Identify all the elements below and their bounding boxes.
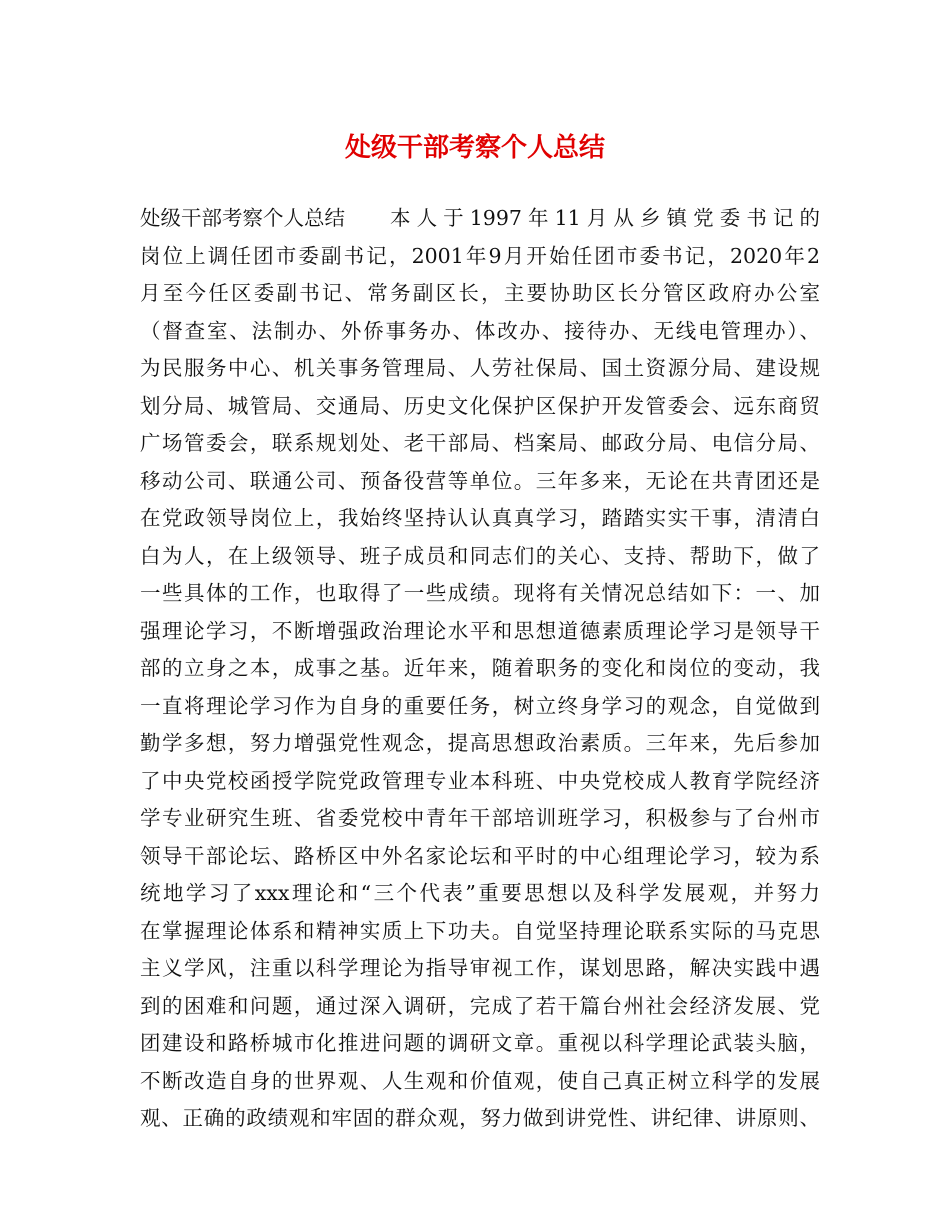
text-line: 领导干部论坛、路桥区中外名家论坛和平时的中心组理论学习，较为系 bbox=[140, 843, 820, 868]
text-line: 团建设和路桥城市化推进问题的调研文章。重视以科学理论武装头脑， bbox=[140, 1031, 820, 1055]
text-line: 为民服务中心、机关事务管理局、人劳社保局、国土资源分局、建设规 bbox=[140, 356, 820, 380]
text-line: 在党政领导岗位上，我始终坚持认认真真学习，踏踏实实干事，清清白 bbox=[140, 506, 820, 530]
first-text-line bbox=[140, 200, 820, 238]
document-body bbox=[140, 200, 820, 1138]
text-line: 一直将理论学习作为自身的重要任务，树立终身学习的观念，自觉做到 bbox=[140, 693, 820, 718]
text-line: 移动公司、联通公司、预备役营等单位。三年多来，无论在共青团还是 bbox=[140, 468, 820, 493]
text-line: 不断改造自身的世界观、人生观和价值观，使自己真正树立科学的发展 bbox=[140, 1068, 820, 1093]
text-line: 白为人，在上级领导、班子成员和同志们的关心、支持、帮助下，做了 bbox=[140, 543, 820, 568]
text-line: 月至今任区委副书记、常务副区长，主要协助区长分管区政府办公室 bbox=[140, 281, 820, 305]
text-line: 部的立身之本，成事之基。近年来，随着职务的变化和岗位的变动，我 bbox=[140, 656, 820, 680]
text-line: 一些具体的工作，也取得了一些成绩。现将有关情况总结如下：一、加 bbox=[140, 581, 820, 605]
text-line: 主义学风，注重以科学理论为指导审视工作，谋划思路，解决实践中遇 bbox=[140, 956, 820, 980]
text-line: 岗位上调任团市委副书记，2001年9月开始任团市委书记，2020年2 bbox=[140, 243, 820, 268]
document-title: 处级干部考察个人总结 bbox=[344, 133, 605, 163]
text-line: 学专业研究生班、省委党校中青年干部培训班学习，积极参与了台州市 bbox=[140, 806, 820, 830]
text-line: 到的困难和问题，通过深入调研，完成了若干篇台州社会经济发展、党 bbox=[140, 993, 820, 1018]
text-line: 强理论学习，不断增强政治理论水平和思想道德素质理论学习是领导干 bbox=[140, 618, 820, 643]
text-line: 勤学多想，努力增强党性观念，提高思想政治素质。三年来，先后参加 bbox=[140, 731, 820, 755]
lead-heading-text: 处级干部考察个人总结 bbox=[140, 206, 345, 230]
text-line: 划分局、城管局、交通局、历史文化保护区保护开发管委会、远东商贸 bbox=[140, 393, 820, 418]
text-line: 在掌握理论体系和精神实质上下功夫。自觉坚持理论联系实际的马克思 bbox=[140, 918, 820, 943]
text-line: 观、正确的政绩观和牢固的群众观，努力做到讲党性、讲纪律、讲原则、 bbox=[140, 1106, 820, 1130]
text-line: 广场管委会，联系规划处、老干部局、档案局、邮政分局、电信分局、 bbox=[140, 431, 820, 455]
text-line: 统地学习了xxx理论和“三个代表”重要思想以及科学发展观，并努力 bbox=[140, 881, 820, 905]
text-line: （督查室、法制办、外侨事务办、体改办、接待办、无线电管理办）、 bbox=[140, 318, 820, 343]
text-line: 了中央党校函授学院党政管理专业本科班、中央党校成人教育学院经济 bbox=[140, 768, 820, 793]
first-line-text: 本人于1997年11月从乡镇党委书记的 bbox=[390, 206, 820, 230]
body-lines bbox=[140, 238, 820, 1138]
